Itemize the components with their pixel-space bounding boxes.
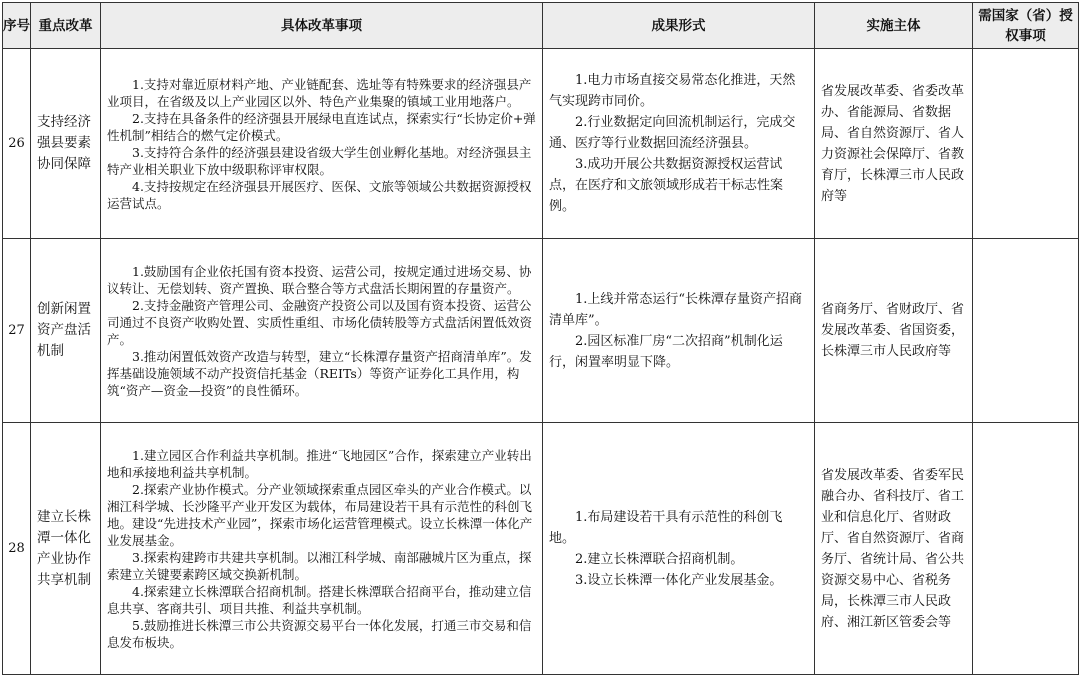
- reform-item: 2.支持金融资产管理公司、金融资产投资公司以及国有资本投资、运营公司通过不良资产收购处置、实质性重组、市场化债转股等方式盘活闲置低效资产。: [107, 297, 533, 347]
- outcome-item: 2.园区标准厂房“二次招商”机制化运行，闲置率明显下降。: [549, 333, 783, 370]
- table-row: [3, 49, 1079, 239]
- outcome-list: [543, 423, 815, 675]
- header-outcome: 成果形式: [543, 3, 815, 49]
- outcome-item: 3.设立长株潭一体化产业发展基金。: [575, 572, 783, 588]
- implementing-entity: 省发展改革委、省委军民融合办、省科技厅、省工业和信息化厅、省财政厅、省自然资源厅、省商务厅、省统计局、省公共资源交易中心、省税务局，长株潭三市人民政府、湘江新区管委会等: [815, 423, 973, 675]
- reform-item: 3.探索构建跨市共建共享机制。以湘江科学城、南部融城片区为重点，探索建立关键要素跨区域交换新机制。: [107, 549, 532, 582]
- outcome-list: [543, 49, 815, 239]
- outcome-item: 2.建立长株潭联合招商机制。: [575, 551, 744, 567]
- table-row: [3, 423, 1079, 675]
- reform-item: 3.支持符合条件的经济强县建设省级大学生创业孵化基地。对经济强县主特产业相关职业下放中级职称评审权限。: [107, 144, 532, 177]
- reform-item: 2.支持在具备条件的经济强县开展绿电直连试点，探索实行“长协定价+弹性机制”相结合的燃气定价模式。: [107, 110, 536, 143]
- header-authz: 需国家（省）授权事项: [973, 3, 1079, 49]
- reform-items: [101, 239, 543, 423]
- row-number: 28: [3, 423, 31, 675]
- implementing-entity: 省发展改革委、省委改革办、省能源局、省数据局、省自然资源厅、省人力资源社会保障厅、省教育厅，长株潭三市人民政府等: [815, 49, 973, 239]
- outcome-item: 3.成功开展公共数据资源授权运营试点，在医疗和文旅领域形成若干标志性案例。: [549, 157, 784, 214]
- reform-name: 支持经济强县要素协同保障: [31, 49, 101, 239]
- row-number: 27: [3, 239, 31, 423]
- reform-item: 4.探索建立长株潭联合招商机制。搭建长株潭联合招商平台，推动建立信息共享、客商共引、项目共推、利益共享机制。: [107, 583, 532, 616]
- reform-item: 1.建立园区合作利益共享机制。推进“飞地园区”合作，探索建立产业转出地和承接地利益共享机制。: [107, 447, 532, 480]
- authorization-item: [973, 239, 1079, 423]
- authorization-item: [973, 423, 1079, 675]
- header-reform: 重点改革: [31, 3, 101, 49]
- reform-item: 3.推动闲置低效资产改造与转型，建立“长株潭存量资产招商清单库”。发挥基础设施领域不动产投资信托基金（REITs）等资产证券化工具作用，构筑“资产—资金—投资”的良性循环。: [107, 348, 532, 398]
- outcome-item: 1.电力市场直接交易常态化推进，天然气实现跨市同价。: [549, 73, 796, 109]
- table-header-row: [3, 3, 1079, 49]
- reform-item: 1.支持对靠近原材料产地、产业链配套、选址等有特殊要求的经济强县产业项目，在省级及以上产业园区以外、特色产业集聚的镇域工业用地落户。: [107, 76, 532, 109]
- authorization-item: [973, 49, 1079, 239]
- reform-name: 创新闲置资产盘活机制: [31, 239, 101, 423]
- reform-table: [2, 2, 1079, 675]
- header-items: 具体改革事项: [101, 3, 543, 49]
- reform-name: 建立长株潭一体化产业协作共享机制: [31, 423, 101, 675]
- table-row: [3, 239, 1079, 423]
- reform-item: 2.探索产业协作模式。分产业领域探索重点园区牵头的产业合作模式。以湘江科学城、长沙隆平产业开发区为载体，布局建设若干具有示范性的科创飞地。建设“先进技术产业园”，探索市场化运营管理模式。设立长株潭一体化产业发展基金。: [107, 481, 533, 548]
- reform-item: 4.支持按规定在经济强县开展医疗、医保、文旅等领域公共数据资源授权运营试点。: [107, 178, 532, 211]
- implementing-entity: 省商务厅、省财政厅、省发展改革委、省国资委，长株潭三市人民政府等: [815, 239, 973, 423]
- outcome-item: 1.布局建设若干具有示范性的科创飞地。: [549, 509, 783, 546]
- reform-item: 5.鼓励推进长株潭三市公共资源交易平台一体化发展，打通三市交易和信息发布板块。: [107, 617, 532, 650]
- outcome-list: [543, 239, 815, 423]
- reform-items: [101, 49, 543, 239]
- reform-items: [101, 423, 543, 675]
- outcome-item: 1.上线并常态运行“长株潭存量资产招商清单库”。: [549, 291, 803, 328]
- row-number: 26: [3, 49, 31, 239]
- header-no: 序号: [3, 3, 31, 49]
- header-entity: 实施主体: [815, 3, 973, 49]
- outcome-item: 2.行业数据定向回流机制运行，完成交通、医疗等行业数据回流经济强县。: [549, 115, 796, 151]
- reform-item: 1.鼓励国有企业依托国有资本投资、运营公司，按规定通过进场交易、协议转让、无偿划转、资产置换、联合整合等方式盘活长期闲置的存量资产。: [107, 263, 532, 296]
